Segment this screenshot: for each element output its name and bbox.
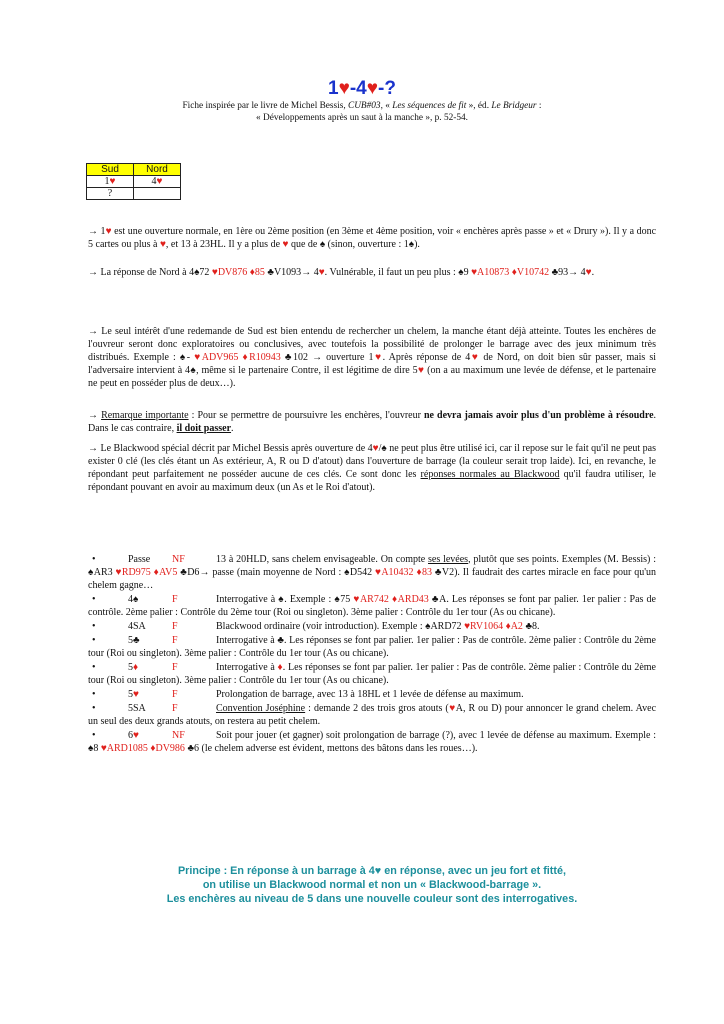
text: ARD72: [430, 621, 465, 632]
bidding-table: [86, 163, 181, 200]
text: → Le Blackwood spécial décrit par Michel Bessis après ouverture de 4: [88, 443, 373, 454]
text: 8: [532, 621, 537, 632]
forcing-label: F: [172, 594, 178, 605]
subtitle-text: « Développements après un saut à la manche », p. 52-54.: [256, 113, 468, 123]
text: → 1: [88, 226, 106, 237]
bullet: •: [92, 730, 96, 741]
text: . Les réponses se font par palier. 1er palier : Pas de contrôle. 2ème palier : Contrôle du 2ème tour (Roi ou singleton). 3ème palier : Contrôle du 1er tour (As ou chicane).: [88, 662, 656, 686]
text: ses levées: [428, 554, 469, 565]
heart-icon: ♥: [366, 78, 379, 99]
text: 83: [421, 567, 435, 578]
spade-icon: ♠: [179, 352, 187, 363]
heart-icon: ♥: [105, 226, 112, 237]
bid-cell: [134, 176, 181, 188]
list-item: [88, 620, 656, 633]
heart-icon: ♥: [464, 621, 470, 632]
diamond-icon: ♦: [249, 267, 255, 278]
text: 93: [558, 267, 569, 278]
text: V1093: [273, 267, 302, 278]
text: . Vulnérable, il faut un peu plus :: [324, 267, 459, 278]
list-item: [88, 702, 656, 728]
heart-icon: ♥: [417, 365, 425, 376]
forcing-label: F: [172, 635, 178, 646]
spade-icon: ♠: [381, 443, 387, 454]
heart-icon: ♥: [448, 703, 456, 714]
bid-label: [128, 729, 172, 742]
text: est une ouverture normale, en 1ère ou 2ème position (en 3ème et 4ème position, voir « enchères après passe » et « Drury »). Il y a donc 5 cartes ou plus à: [88, 226, 657, 250]
heart-icon: ♥: [211, 267, 218, 278]
subtitle-text: , «: [380, 101, 393, 111]
text: réponses normales au Blackwood: [420, 469, 560, 480]
text: ). Il faudrait des cartes miracle en face pour qu'un chelem gagne…: [88, 567, 657, 591]
text: A2: [510, 621, 526, 632]
heart-icon: ♥: [159, 239, 166, 250]
text: de Nord, on doit bien sûr passer, mais si l'adversaire intervient à 4: [88, 352, 657, 376]
paragraph-response: [88, 266, 656, 279]
text: D6: [187, 567, 200, 578]
spade-icon: ♠: [344, 567, 350, 578]
spade-icon: ♠: [88, 567, 94, 578]
text: -: [186, 352, 195, 363]
heart-icon: ♥: [374, 865, 382, 877]
title-part: -4: [349, 78, 367, 99]
club-icon: ♣: [277, 635, 285, 646]
heart-icon: ♥: [282, 239, 289, 250]
text: .: [591, 267, 595, 278]
bid-label: [128, 661, 172, 674]
bid-cell: [87, 176, 134, 188]
rebid-list: [88, 553, 656, 756]
text: D542: [349, 567, 375, 578]
text: R10943: [249, 352, 285, 363]
text: : demande 2 des trois gros atouts (: [305, 703, 449, 714]
club-icon: ♣: [431, 594, 440, 605]
list-item: [88, 634, 656, 660]
paragraph-blackwood: [88, 442, 656, 494]
text: RV1064: [470, 621, 506, 632]
text: qu'il faudra utiliser, le répondant pouvant en avoir au maximum deux (un As et le Roi d'atout).: [88, 469, 656, 493]
diamond-icon: ♦: [150, 743, 156, 754]
bid-label: 5SA: [128, 703, 146, 714]
heart-icon: ♥: [109, 176, 116, 187]
text: DV986: [155, 743, 188, 754]
text: V2: [441, 567, 455, 578]
diamond-icon: ♦: [242, 352, 250, 363]
heart-icon: ♥: [470, 352, 480, 363]
text: en réponse, avec un jeu fort et fitté,: [381, 865, 567, 877]
text: →: [88, 410, 102, 421]
text: /: [378, 443, 382, 454]
text: Principe : En réponse à un barrage à 4: [177, 865, 375, 877]
text: AR3: [93, 567, 116, 578]
diamond-icon: ♦: [416, 567, 422, 578]
paragraph-rebid: [88, 325, 656, 390]
bullet: •: [92, 662, 96, 673]
text: que de: [288, 239, 320, 250]
title-part: -?: [378, 78, 396, 99]
text: A, R ou D) pour annoncer le grand chelem. Avec un seul des deux grands atouts, on restera au petit chelem.: [88, 703, 657, 727]
heart-icon: ♥: [372, 443, 379, 454]
forcing-label: F: [172, 662, 178, 673]
text: ARD43: [397, 594, 432, 605]
text: Interrogative à: [216, 635, 278, 646]
text: Soit pour jouer (et gagner) soit prolongation de barrage (?), avec 1 levée de défense au maximum. Exemple :: [216, 730, 656, 741]
club-icon: ♣: [434, 567, 442, 578]
bid-label: Passe: [128, 554, 151, 565]
text: Interrogative à: [216, 662, 278, 673]
diamond-icon: ♦: [391, 594, 398, 605]
forcing-label: NF: [172, 730, 185, 741]
text: ADV965: [201, 352, 243, 363]
text: Les enchères au niveau de 5 dans une nouvelle couleur sont des interrogatives.: [166, 893, 578, 905]
text: on utilise un Blackwood normal et non un « Blackwood-barrage ».: [202, 879, 542, 891]
text: (le chelem adverse est évident, mettons des bâtons dans les roues…).: [199, 743, 478, 754]
text: .: [537, 621, 540, 632]
text: ne devra jamais avoir plus d'un problème à résoudre: [423, 410, 654, 421]
text: 5: [128, 689, 133, 700]
heart-icon: ♥: [156, 176, 163, 187]
subtitle-text: CUB#03: [348, 101, 381, 111]
spade-icon: ♠: [425, 621, 431, 632]
text: 13 à 20HLD, sans chelem envisageable. On compte: [216, 554, 429, 565]
subtitle: [120, 100, 604, 124]
text: → passe (main moyenne de Nord :: [199, 567, 345, 578]
spade-icon: ♠: [319, 239, 326, 250]
forcing-label: F: [172, 621, 178, 632]
text: V10742: [516, 267, 552, 278]
diamond-icon: ♦: [511, 267, 517, 278]
principle-box: [88, 864, 656, 906]
text: (on a au maximum une levée de défense, et le partenaire ne peut en posséder plus de deux…).: [88, 365, 657, 389]
text: 6: [128, 730, 133, 741]
text: 85: [254, 267, 268, 278]
diamond-icon: ♦: [133, 662, 139, 673]
text: 6: [194, 743, 199, 754]
text: . Les réponses se font par palier. 1er palier : Pas de contrôle. 2ème palier : Contrôle du 2ème tour (Roi ou singleton). 3ème palier : Contrôle du 1er tour (As ou chicane).: [88, 594, 656, 618]
paragraph-remark: [88, 409, 656, 435]
text: AR742: [359, 594, 392, 605]
club-icon: ♣: [525, 621, 532, 632]
bid-cell: [134, 188, 181, 200]
subtitle-text: Les séquences de fit: [392, 101, 467, 111]
heart-icon: ♥: [318, 267, 325, 278]
spade-icon: ♠: [458, 267, 464, 278]
text: , plutôt que ses points. Exemples (M. Bessis) :: [468, 554, 656, 565]
text: RD975: [121, 567, 154, 578]
text: ne peut plus être utilisé ici, car il repose sur le fait qu'il ne peut pas exister 0 clé (les clés étant un As extérieur, A, R ou D d'atout) dans l'ouverture de barrage (la couleur serait trop laide). Ici, en revanche, le répondant peut parfaitement ne posséder aucune de ces clés. Ce sont donc les: [88, 443, 657, 480]
text: Remarque importante: [101, 410, 189, 421]
list-item: [88, 688, 656, 701]
spade-icon: ♠: [133, 594, 139, 605]
bullet: •: [92, 554, 96, 565]
list-item: [88, 553, 656, 592]
title-part: 1: [328, 78, 339, 99]
club-icon: ♣: [267, 267, 274, 278]
bid-label: 4SA: [128, 621, 146, 632]
text: A10432: [381, 567, 417, 578]
text: . Exemple :: [284, 594, 335, 605]
subtitle-text: Fiche inspirée par le livre de Michel Bessis,: [182, 101, 349, 111]
heart-icon: ♥: [353, 594, 360, 605]
forcing-label: NF: [172, 554, 185, 565]
forcing-label: F: [172, 689, 178, 700]
text: 75: [340, 594, 354, 605]
heart-icon: ♥: [194, 352, 202, 363]
paragraph-opening: [88, 225, 656, 251]
heart-icon: ♥: [115, 567, 122, 578]
header-nord: Nord: [134, 164, 181, 176]
bullet: •: [92, 621, 96, 632]
bullet: •: [92, 635, 96, 646]
text: . Dans le cas contraire,: [88, 410, 657, 434]
list-item: [88, 593, 656, 619]
spade-icon: ♠: [88, 743, 94, 754]
bid-text: 1: [104, 176, 110, 187]
diamond-icon: ♦: [277, 662, 283, 673]
text: 9: [463, 267, 472, 278]
text: → 4: [301, 267, 319, 278]
spade-icon: ♠: [408, 239, 415, 250]
text: Blackwood ordinaire (voir introduction). Exemple :: [216, 621, 426, 632]
text: : Pour se permettre de poursuivre les enchères, l'ouvreur: [188, 410, 424, 421]
text: , même si le partenaire Contre, il est légitime de dire 5: [196, 365, 418, 376]
heart-icon: ♥: [133, 689, 139, 700]
club-icon: ♣: [187, 743, 194, 754]
text: .: [231, 423, 234, 434]
club-icon: ♣: [180, 567, 188, 578]
club-icon: ♣: [284, 352, 294, 363]
spade-icon: ♠: [278, 594, 285, 605]
diamond-icon: ♦: [505, 621, 511, 632]
spade-icon: ♠: [190, 365, 197, 376]
text: il doit passer: [176, 423, 232, 434]
heart-icon: ♥: [100, 743, 107, 754]
heart-icon: ♥: [585, 267, 592, 278]
heart-icon: ♥: [471, 267, 478, 278]
heart-icon: ♥: [338, 78, 350, 99]
text: 102: [293, 352, 313, 363]
forcing-label: F: [172, 703, 178, 714]
heart-icon: ♥: [373, 352, 383, 363]
bullet: •: [92, 594, 96, 605]
text: . Après réponse de 4: [382, 352, 471, 363]
text: ARD1085: [106, 743, 151, 754]
text: ).: [414, 239, 420, 250]
spade-icon: ♠: [334, 594, 341, 605]
subtitle-text: Le Bridgeur: [491, 101, 537, 111]
diamond-icon: ♦: [153, 567, 160, 578]
header-sud: Sud: [87, 164, 134, 176]
text: (sinon, ouverture : 1: [325, 239, 409, 250]
text: , et 13 à 23HL. Il y a plus de: [165, 239, 283, 250]
text: 72: [199, 267, 212, 278]
bid-label: [128, 688, 172, 701]
text: A: [439, 594, 447, 605]
text: 4: [128, 594, 133, 605]
bid-label: [128, 593, 172, 606]
text: Convention Joséphine: [216, 703, 306, 714]
bid-label: [128, 634, 172, 647]
text: → 4: [568, 267, 586, 278]
text: Prolongation de barrage, avec 13 à 18HL et 1 levée de défense au maximum.: [216, 689, 524, 700]
text: . Les réponses se font par palier. 1er palier : Pas de contrôle. 2ème palier : Contrôle du 2ème tour (Roi ou singleton). 3ème palier : Contrôle du 1er tour (As ou chicane).: [88, 635, 656, 659]
text: → La réponse de Nord à 4: [88, 267, 195, 278]
club-icon: ♣: [551, 267, 559, 278]
bullet: •: [92, 703, 96, 714]
text: 5: [128, 635, 133, 646]
club-icon: ♣: [133, 635, 140, 646]
bid-cell: ?: [87, 188, 134, 200]
text: A10873: [477, 267, 512, 278]
heart-icon: ♥: [133, 730, 139, 741]
bid-text: 4: [151, 176, 157, 187]
subtitle-text: :: [536, 101, 542, 111]
text: Interrogative à: [216, 594, 279, 605]
bullet: •: [92, 689, 96, 700]
subtitle-text: », éd.: [466, 101, 492, 111]
text: → Le seul intérêt d'une redemande de Sud est bien entendu de rechercher un chelem, la manche étant déjà atteinte. Toutes les enchères de l'ouvreur seront donc exploratoires ou conclusives, avec toutefois la possibilité de prolonger le barrage avec des jeux minimum très distribués. Exemple :: [88, 326, 656, 363]
list-item: [88, 729, 656, 755]
page-title: [0, 78, 724, 100]
text: 8: [93, 743, 101, 754]
text: 5: [128, 662, 133, 673]
list-item: [88, 661, 656, 687]
heart-icon: ♥: [374, 567, 382, 578]
text: → ouverture 1: [312, 352, 374, 363]
spade-icon: ♠: [194, 267, 200, 278]
text: AV5: [159, 567, 181, 578]
text: DV876: [217, 267, 250, 278]
